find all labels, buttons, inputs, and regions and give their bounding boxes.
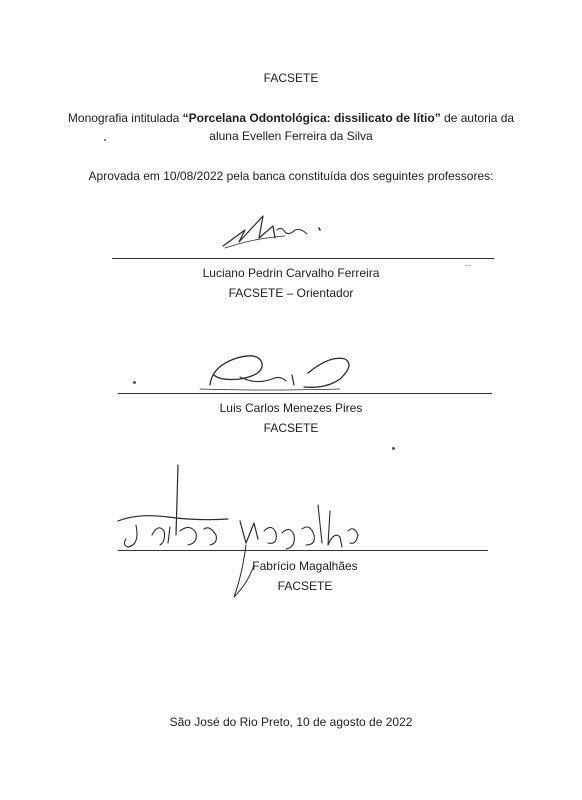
signature-line-3 xyxy=(118,550,488,551)
signatory-1-affiliation: FACSETE – Orientador xyxy=(228,286,354,300)
monograph-prefix: Monografia intitulada xyxy=(67,111,183,125)
monograph-suffix: de autoria da xyxy=(440,111,515,125)
scan-speck xyxy=(133,381,136,384)
monograph-statement-line1 xyxy=(0,110,582,126)
monograph-statement-line2: aluna Evellen Ferreira da Silva xyxy=(209,129,373,143)
signatory-3-name: Fabrício Magalhães xyxy=(252,559,358,573)
monograph-title: “Porcelana Odontológica: dissilicato de lítio” xyxy=(182,111,441,125)
signature-line-1 xyxy=(112,258,494,259)
signatory-2-name: Luis Carlos Menezes Pires xyxy=(219,401,363,415)
scan-speck xyxy=(465,265,471,266)
approval-statement: Aprovada em 10/08/2022 pela banca constituída dos seguintes professores: xyxy=(88,169,494,183)
signatory-2-affiliation: FACSETE xyxy=(263,421,319,435)
signature-2 xyxy=(200,345,360,397)
scan-speck xyxy=(104,139,106,141)
signature-line-2 xyxy=(118,393,492,394)
signatory-1-name: Luciano Pedrin Carvalho Ferreira xyxy=(202,266,380,280)
signature-1 xyxy=(215,208,335,253)
place-and-date: São José do Rio Preto, 10 de agosto de 2022 xyxy=(169,715,413,729)
scan-speck xyxy=(392,447,395,450)
signatory-3-affiliation: FACSETE xyxy=(277,579,333,593)
institution-header: FACSETE xyxy=(263,71,319,85)
